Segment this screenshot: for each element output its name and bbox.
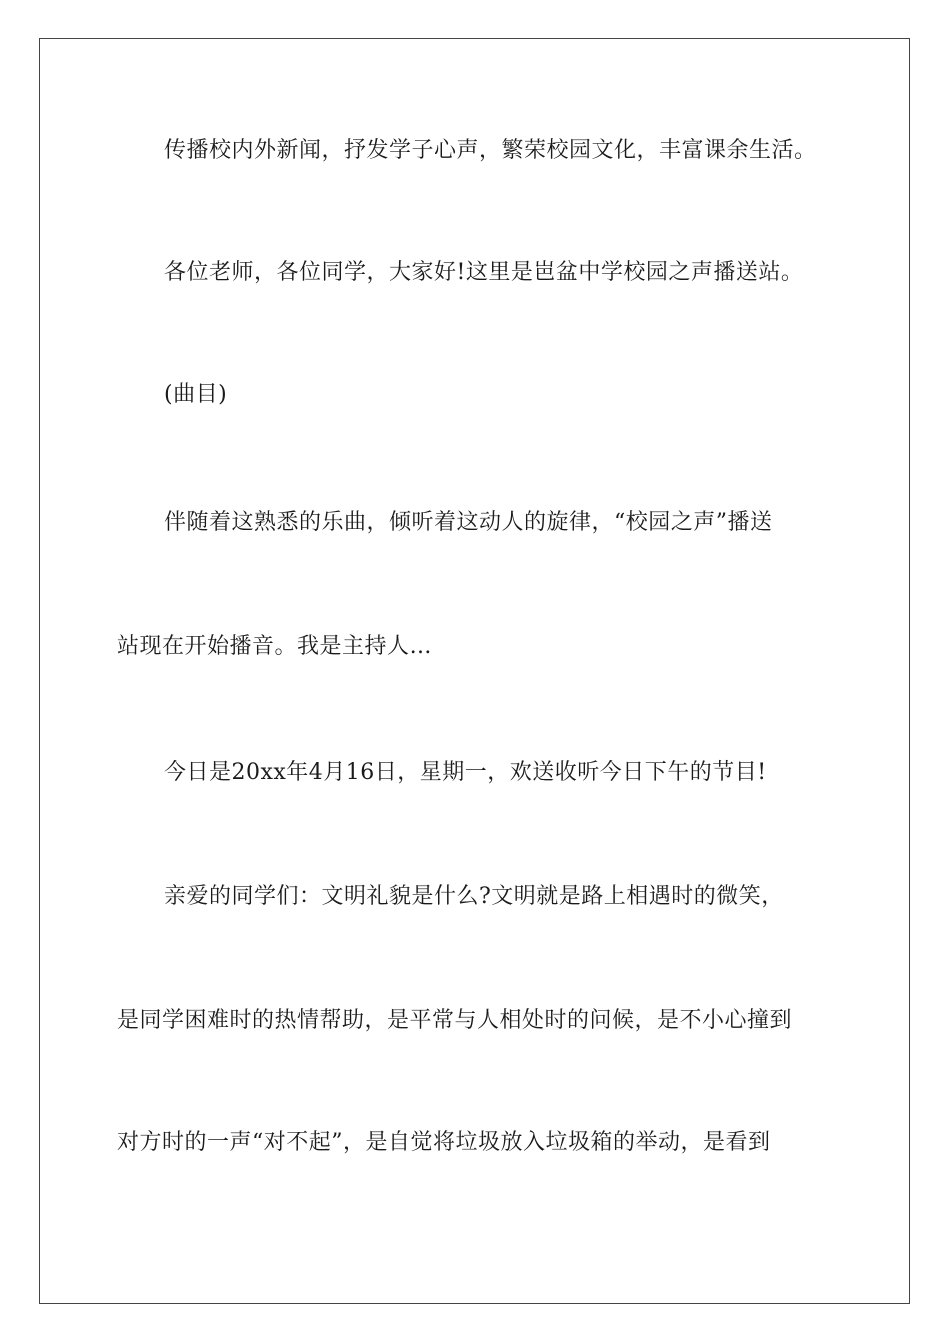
paragraph-line-3: (曲目) (164, 382, 228, 407)
paragraph-line-1: 传播校内外新闻，抒发学子心声，繁荣校园文化，丰富课余生活。 (164, 138, 817, 163)
paragraph-line-4: 伴随着这熟悉的乐曲，倾听着这动人的旋律，“校园之声”播送 (164, 510, 773, 535)
paragraph-line-5: 站现在开始播音。我是主持人… (117, 634, 433, 659)
page-border (39, 38, 910, 1304)
paragraph-line-6: 今日是20xx年4月16日，星期一，欢送收听今日下午的节目! (164, 760, 767, 785)
paragraph-line-9: 对方时的一声“对不起”，是自觉将垃圾放入垃圾箱的举动，是看到 (117, 1130, 771, 1155)
paragraph-line-8: 是同学困难时的热情帮助，是平常与人相处时的问候，是不小心撞到 (117, 1008, 793, 1033)
paragraph-line-7: 亲爱的同学们：文明礼貌是什么?文明就是路上相遇时的微笑， (164, 884, 784, 909)
paragraph-line-2: 各位老师，各位同学，大家好!这里是岜盆中学校园之声播送站。 (164, 260, 804, 285)
